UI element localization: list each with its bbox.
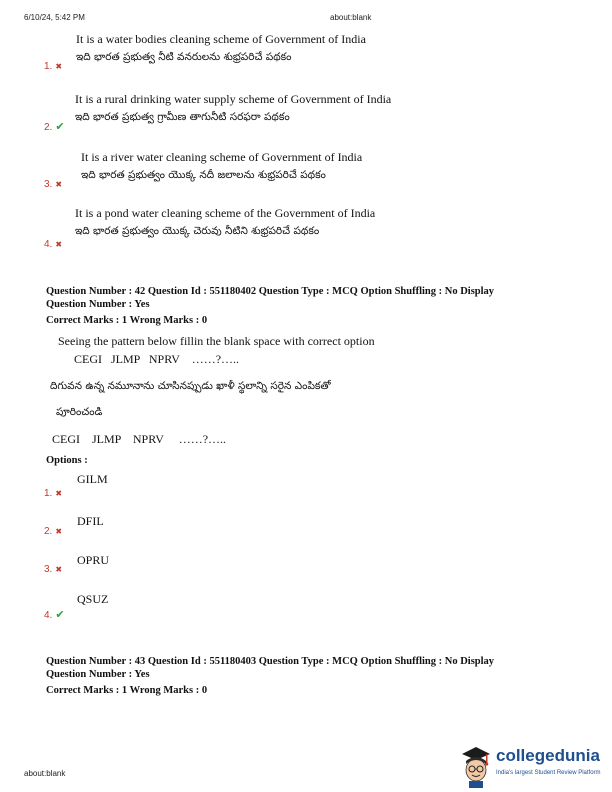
- footer-url: about:blank: [24, 769, 66, 778]
- print-url: about:blank: [330, 13, 372, 22]
- q42-series-en: CEGI JLMP NPRV ……?…..: [74, 352, 240, 366]
- q41-option-2-te: ఇది భారత ప్రభుత్వ గ్రామీణ తాగునీటి సరఫరా పథకం: [75, 111, 290, 123]
- q42-option-4-marker: [44, 605, 65, 623]
- q42-display: Question Number : Yes: [46, 299, 150, 310]
- q42-series-te: CEGI JLMP NPRV ……?…..: [52, 432, 227, 446]
- q41-option-3-number: 3.: [44, 179, 53, 190]
- collegedunia-logo: [458, 744, 608, 788]
- q41-option-4-marker: [44, 234, 62, 252]
- q42-options-label: Options :: [46, 455, 88, 466]
- q41-option-2-en: It is a rural drinking water supply scheme of Government of India: [75, 92, 392, 106]
- q42-option-2-number: 2.: [44, 526, 53, 537]
- print-datetime: 6/10/24, 5:42 PM: [24, 13, 85, 22]
- q41-option-3-marker: [44, 174, 62, 192]
- q42-option-1-text: GILM: [77, 472, 108, 486]
- q42-option-3-number: 3.: [44, 564, 53, 575]
- q43-marks: Correct Marks : 1 Wrong Marks : 0: [46, 685, 208, 696]
- q42-option-1-marker: [44, 483, 62, 501]
- cross-icon: ✖: [55, 489, 63, 498]
- q41-option-1-en: It is a water bodies cleaning scheme of Government of India: [76, 32, 366, 46]
- q42-option-2-marker: [44, 521, 62, 539]
- cross-icon: ✖: [55, 180, 63, 189]
- logo-brand: collegedunia: [496, 746, 600, 765]
- q42-option-1-number: 1.: [44, 488, 53, 499]
- cross-icon: ✖: [55, 565, 63, 574]
- cross-icon: ✖: [55, 62, 63, 71]
- q42-question-en: Seeing the pattern below fillin the blank space with correct option: [58, 334, 375, 348]
- q41-option-1-number: 1.: [44, 61, 53, 72]
- q41-option-2-marker: [44, 117, 65, 135]
- student-mascot-icon: [458, 744, 494, 788]
- q41-option-3-te: ఇది భారత ప్రభుత్వం యొక్క నదీ జలాలను శుభ్రపరిచే పథకం: [81, 169, 326, 181]
- q41-option-2-number: 2.: [44, 122, 53, 133]
- check-icon: ✔: [55, 120, 65, 133]
- q41-option-4-te: ఇది భారత ప్రభుత్వం యొక్క చెరువు నీటిని శుభ్రపరిచే పథకం: [75, 225, 320, 237]
- q41-option-4-en: It is a pond water cleaning scheme of the Government of India: [75, 206, 376, 220]
- q42-option-4-number: 4.: [44, 610, 53, 621]
- cross-icon: ✖: [55, 240, 63, 249]
- q42-meta: Question Number : 42 Question Id : 551180402 Question Type : MCQ Option Shuffling : No Display: [46, 286, 495, 297]
- q41-option-3-en: It is a river water cleaning scheme of Government of India: [81, 150, 363, 164]
- q42-question-te-line2: పూరించండి: [56, 406, 103, 418]
- q41-option-4-number: 4.: [44, 239, 53, 250]
- q42-question-te: దిగువన ఉన్న నమూనాను చూసినప్పుడు ఖాళీ స్థలాన్ని సరైన ఎంపికతో: [50, 380, 331, 392]
- q41-option-1-marker: [44, 56, 62, 74]
- check-icon: ✔: [55, 608, 65, 621]
- q42-option-4-text: QSUZ: [77, 592, 109, 606]
- q43-display: Question Number : Yes: [46, 669, 150, 680]
- logo-tagline: India's largest Student Review Platform: [496, 770, 601, 776]
- q42-option-3-marker: [44, 559, 62, 577]
- q43-meta: Question Number : 43 Question Id : 551180403 Question Type : MCQ Option Shuffling : No Display: [46, 656, 495, 667]
- q42-marks: Correct Marks : 1 Wrong Marks : 0: [46, 315, 208, 326]
- cross-icon: ✖: [55, 527, 63, 536]
- q42-option-3-text: OPRU: [77, 553, 110, 567]
- q42-option-2-text: DFIL: [77, 514, 104, 528]
- q41-option-1-te: ఇది భారత ప్రభుత్వ నీటి వనరులను శుభ్రపరిచే పథకం: [76, 51, 292, 63]
